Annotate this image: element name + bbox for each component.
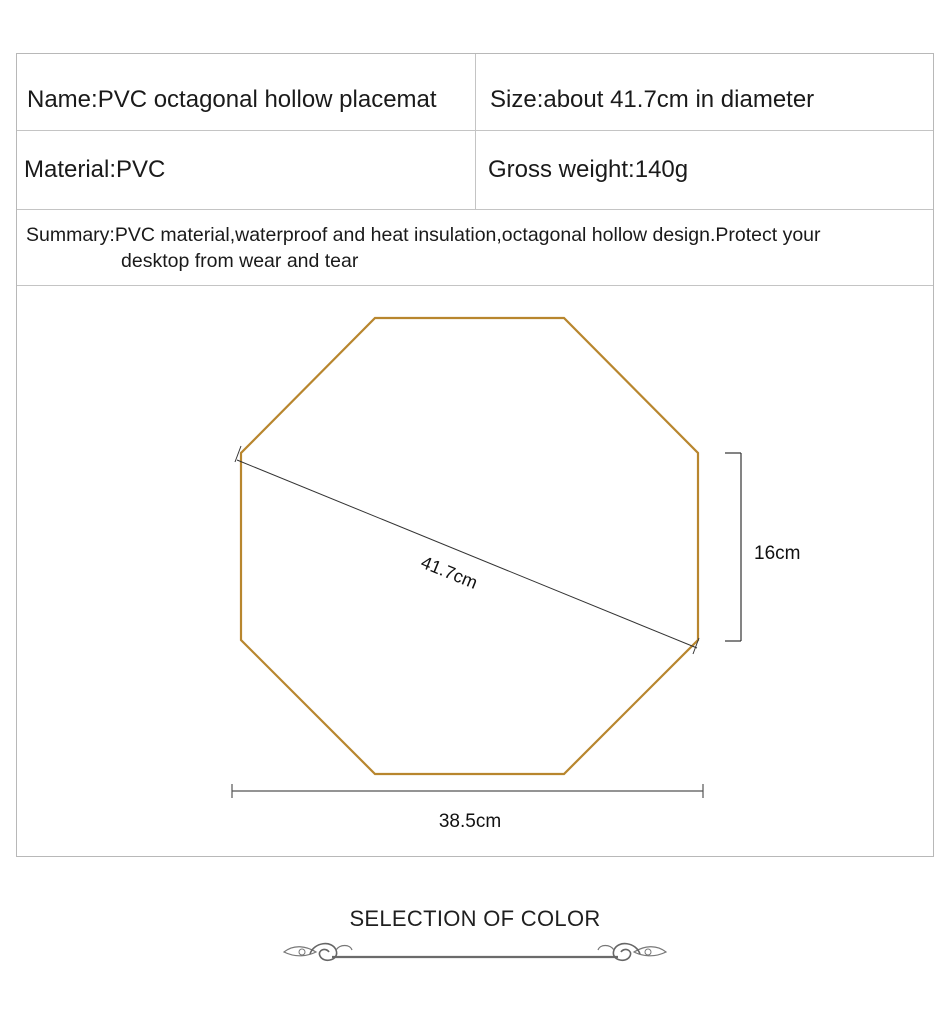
spec-table [16,53,934,857]
height-label: 16cm [754,543,801,564]
spec-row-material-weight [17,131,933,210]
spec-row-summary [17,210,933,286]
width-label: 38.5cm [438,811,502,832]
summary-line-2: desktop from wear and tear [121,250,359,272]
decorative-divider-icon [280,936,670,966]
spec-row-name-size [17,54,933,131]
diameter-label: 41.7cm [418,552,481,593]
placemat-diagram-svg [17,286,933,856]
gross-weight-cell: Gross weight:140g [488,156,689,183]
material-cell: Material:PVC [17,131,476,209]
dimension-diagram [17,286,933,856]
section-heading: SELECTION OF COLOR [349,906,601,931]
octagon-outline [241,318,698,774]
diameter-line [237,460,697,648]
name-cell: Name:PVC octagonal hollow placemat [17,54,476,130]
size-cell: Size:about 41.7cm in diameter [490,86,815,113]
diameter-tick-end [693,638,699,654]
summary-line-1: Summary:PVC material,waterproof and heat insulation,octagonal hollow design.Protect your [26,224,821,246]
summary-text [26,222,931,274]
